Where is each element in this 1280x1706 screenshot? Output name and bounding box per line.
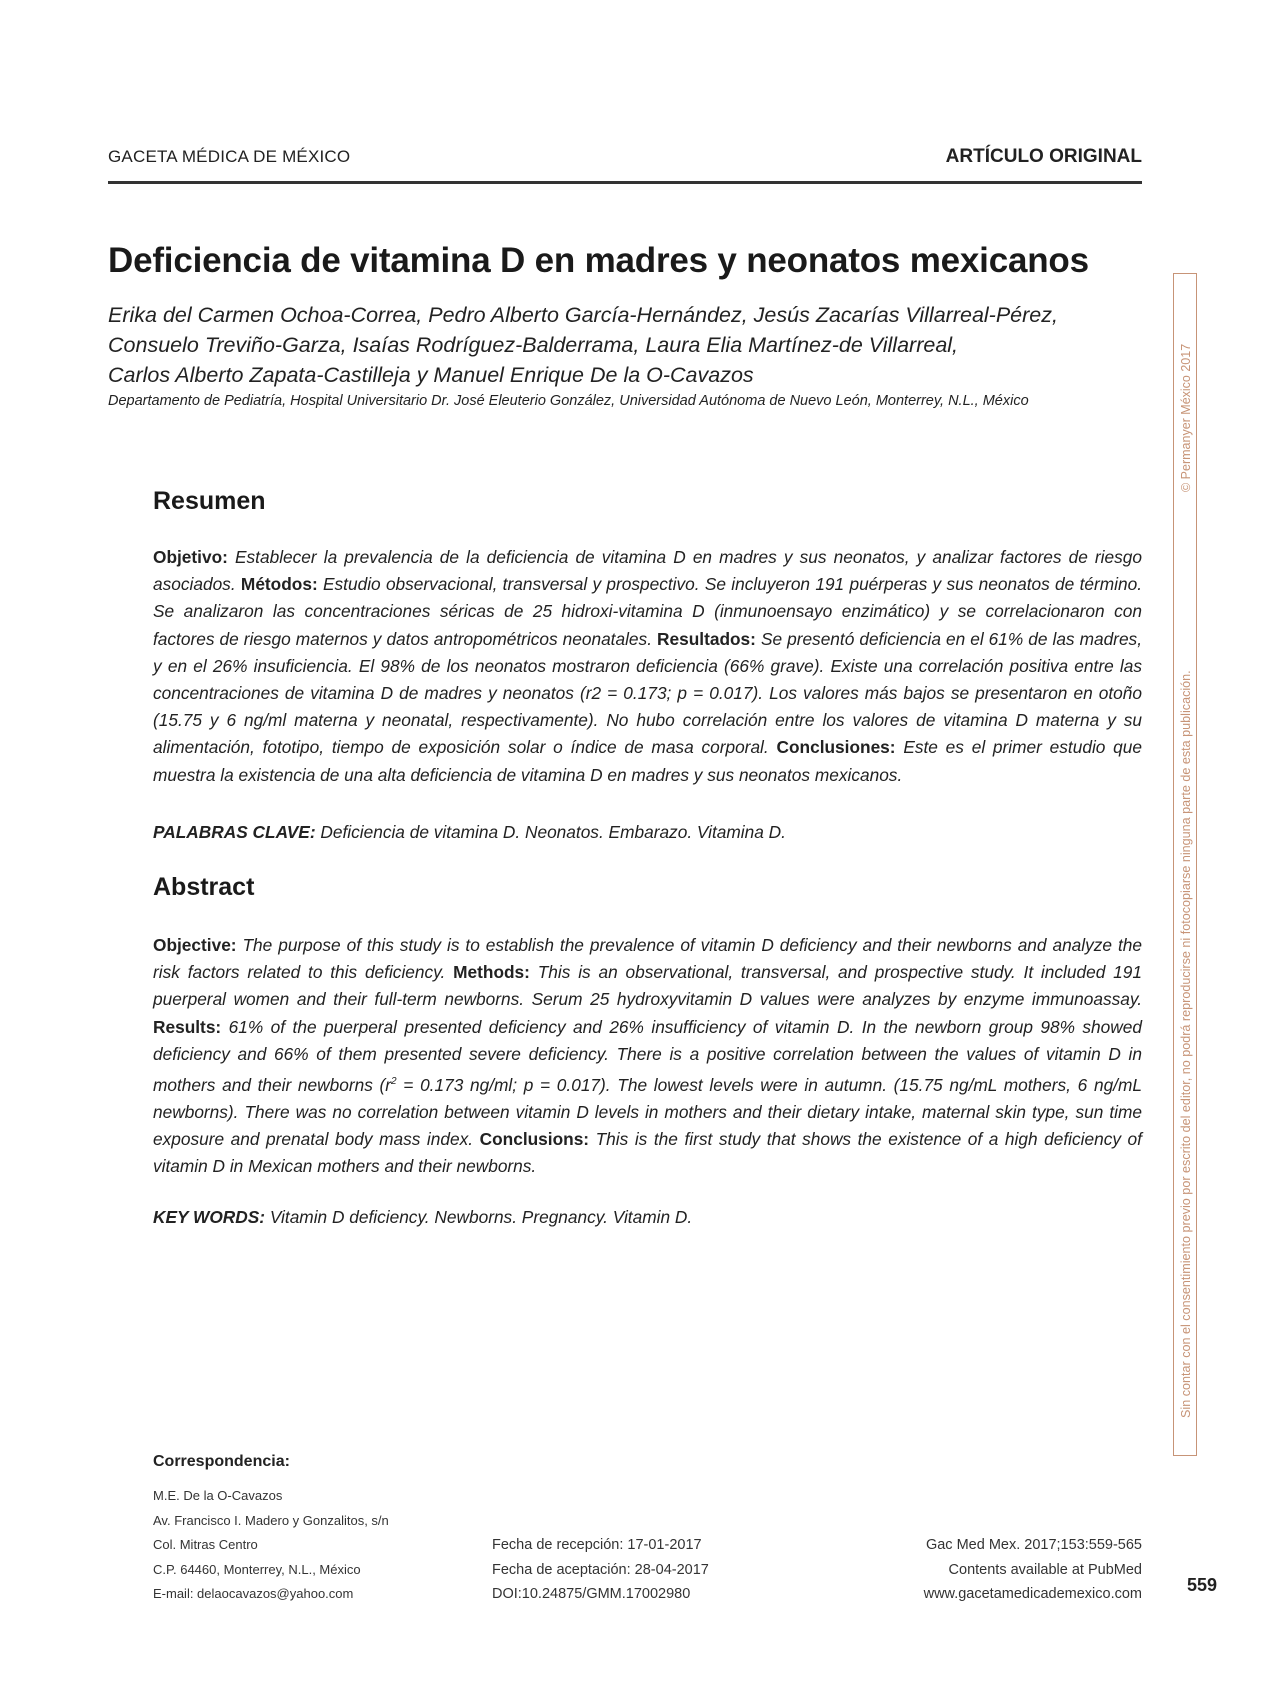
received-date: Fecha de recepción: 17-01-2017 [492, 1537, 702, 1553]
conclusiones-text: Este es el primer estudio que muestra la existencia de una alta deficiencia de vitamina D en madres y sus neonatos mexicanos. [153, 737, 1143, 785]
resumen-heading: Resumen [153, 487, 266, 515]
methods-label: Methods: [453, 962, 530, 983]
conclusions-text: This is the first study that shows the existence of a high deficiency of vitamin D in Mexican mothers and their newborns. [153, 1129, 1142, 1177]
objective-label: Objective: [153, 935, 237, 955]
results-text-b: = 0.173 ng/ml; p = 0.017). The lowest levels were in autumn. (15.75 ng/mL mothers, 6 ng/mL newborns). There was no correlation between vitamin D levels in mothers and their dietary intake, maternal skin type, sun time exposure and prenatal body mass index. [153, 1074, 1142, 1150]
correspondence-line: M.E. De la O-Cavazos [153, 1488, 283, 1503]
objetivo-text: Establecer la prevalencia de la deficiencia de vitamina D en madres y sus neonatos, y analizar factores de riesgo asociados. [153, 547, 1142, 595]
resultados-text: Se presentó deficiencia en el 61% de las madres, y en el 26% insuficiencia. El 98% de los neonatos mostraron deficiencia (66% grave). Existe una correlación positiva entre las concentraciones de vitamina D de madres y neonatos (r2 = 0.173; p = 0.017). Los valores más bajos se presentaron en otoño (15.75 y 6 ng/ml materna y neonatal, respectivamente). No hubo correlación entre los valores de vitamina D materna y su alimentación, fototipo, tiempo de exposición solar o índice de masa corporal. [153, 628, 1142, 758]
correspondence-address [153, 1484, 389, 1607]
metodos-label: Métodos: [240, 574, 318, 595]
correspondence-line: Av. Francisco I. Madero y Gonzalitos, s/n [153, 1512, 389, 1528]
pubmed-note: Contents available at PubMed [948, 1561, 1142, 1578]
resultados-label: Resultados: [657, 628, 756, 649]
sidebar-notice: Sin contar con el consentimiento previo por escrito del editor, no podrá reproducirse ni fotocopiarse ninguna parte de esta publicación. [1179, 670, 1193, 1418]
conclusions-label: Conclusions: [479, 1129, 590, 1150]
affiliation: Departamento de Pediatría, Hospital Universitario Dr. José Eleuterio González, Universidad Autónoma de Nuevo León, Monterrey, N.L., México [108, 393, 1029, 409]
palabras-clave-text: Deficiencia de vitamina D. Neonatos. Embarazo. Vitamina D. [320, 822, 786, 842]
journal-name: GACETA MÉDICA DE MÉXICO [108, 147, 351, 166]
article-type: ARTÍCULO ORIGINAL [945, 146, 1142, 167]
correspondence-line: Col. Mitras Centro [153, 1537, 258, 1552]
article-title: Deficiencia de vitamina D en madres y neonatos mexicanos [108, 241, 1089, 280]
resumen-body [153, 544, 1142, 789]
author-list [108, 300, 1108, 390]
author-line: Carlos Alberto Zapata-Castilleja y Manuel Enrique De la O-Cavazos [108, 363, 754, 387]
abstract-heading: Abstract [153, 873, 255, 901]
results-text-a: 61% of the puerperal presented deficiency and 26% insufficiency of vitamin D. In the newborn group 98% showed deficiency and 66% of them presented severe deficiency. There is a positive correlation between the values of vitamin D in mothers and their newborns (r [153, 1016, 1142, 1095]
accepted-date: Fecha de aceptación: 28-04-2017 [492, 1561, 709, 1578]
methods-text: This is an observational, transversal, and prospective study. It included 191 puerperal women and their full-term newborns. Serum 25 hydroxyvitamin D values were analyzes by enzyme immunoassay. [153, 962, 1142, 1010]
key-words [153, 1207, 1142, 1228]
header-rule [108, 181, 1142, 184]
correspondence-title: Correspondencia: [153, 1453, 290, 1470]
results-label: Results: [153, 1016, 222, 1037]
palabras-clave-label: PALABRAS CLAVE: [153, 822, 316, 842]
correspondence-line: C.P. 64460, Monterrey, N.L., México [153, 1561, 361, 1577]
sidebar-copyright: © Permanyer México 2017 [1179, 343, 1193, 492]
doi: DOI:10.24875/GMM.17002980 [492, 1586, 691, 1602]
abstract-body [153, 932, 1142, 1181]
journal-url: www.gacetamedicademexico.com [923, 1586, 1142, 1602]
objective-text: The purpose of this study is to establish the prevalence of vitamin D deficiency and their newborns and analyze the risk factors related to this deficiency. [153, 935, 1142, 983]
page-number: 559 [1186, 1575, 1217, 1595]
metodos-text: Estudio observacional, transversal y prospectivo. Se incluyeron 191 puérperas y sus neonatos de término. Se analizaron las concentraciones séricas de 25 hidroxi-vitamina D (inmunoensayo enzimático) y se correlacionaron con factores de riesgo maternos y datos antropométricos neonatales. [153, 574, 1142, 649]
publication-info [924, 1533, 1142, 1607]
author-line: Consuelo Treviño-Garza, Isaías Rodríguez-Balderrama, Laura Elia Martínez-de Villarreal, [108, 333, 959, 357]
article-dates [492, 1533, 709, 1607]
correspondence-email: E-mail: delaocavazos@yahoo.com [153, 1586, 354, 1601]
author-line: Erika del Carmen Ochoa-Correa, Pedro Alberto García-Hernández, Jesús Zacarías Villarreal-Pérez, [108, 303, 1058, 327]
results-superscript: 2 [391, 1076, 397, 1088]
key-words-text: Vitamin D deficiency. Newborns. Pregnancy. Vitamin D. [269, 1207, 693, 1227]
palabras-clave [153, 822, 1142, 843]
key-words-label: KEY WORDS: [153, 1207, 266, 1227]
conclusiones-label: Conclusiones: [776, 737, 896, 758]
citation: Gac Med Mex. 2017;153:559-565 [925, 1537, 1142, 1553]
objetivo-label: Objetivo: [153, 547, 228, 567]
